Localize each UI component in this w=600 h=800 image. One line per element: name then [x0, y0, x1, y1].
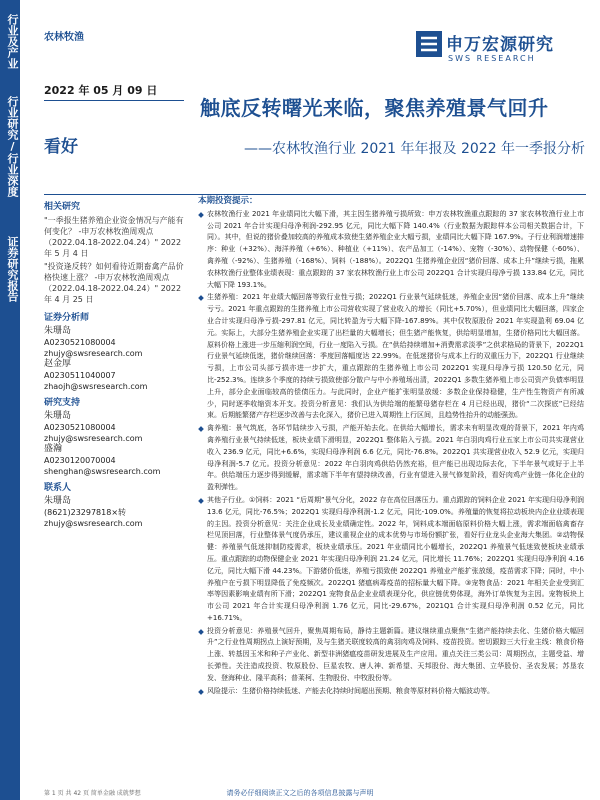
- key-point-item: 农林牧渔行业 2021 年业绩同比大幅下滑，其主因生猪养殖亏损所致：申万农林牧渔重点跟踪的 37 家农林牧渔行业上市公司 2021 年合计实现归母净利润-292.95 亿元，同比大幅下降 140.4%（行业数据为跟踪样本公司相关数据合计，下同）。其中，但说的猪价叠加较高的养殖成本致使生猪养殖企业大幅亏损，业绩同比大幅下降 167.9%。子行业利润增速排序：种业（+32%）、海洋养殖（+6%）、种植业（+11%）、农产品加工（-14%）、宠物（-30%）、动物保健（-60%）、禽养殖（-92%）、生猪养殖（-168%）、饲料（-188%）。2022Q1 生猪养殖企业因“猪价回落、成本上升”继续亏损，拖累农林牧渔行业整体业绩表现：重点跟踪的 37 家农林牧渔行业上市公司 2022Q1 合计实现归母净亏损 133.84 亿元，同比大幅下降 193.1%。: [198, 209, 584, 292]
- industry-label: 农林牧渔: [44, 32, 84, 43]
- industry-rating: 看好: [44, 137, 78, 157]
- sidebar-label-industry: 行业及产业: [6, 14, 19, 69]
- logo-text-en: SWS RESEARCH: [448, 54, 536, 63]
- company-logo: [416, 28, 586, 68]
- support-name: 盛瀚: [44, 444, 63, 454]
- key-point-item: 生猪养殖：2021 年业绩大幅回落等致行业性亏损；2022Q1 行业景气延续低迷，养殖企业因“猪价回落、成本上升”继续亏亏。2021 年重点跟踪的生猪养殖上市公司营收实现了营业收入的增长（同比+5.70%），但业绩同比大幅回落，四家企业合计实现归母净亏损-297.81 亿元，同比转盈为亏大幅下降-167.89%。其中仅牧原股份 2021 年实现盈利 69.04 亿元。实际上，大部分生猪养殖企业实现了出栏量的大幅增长；但生猪产能恢复，供给明显增加，生猪价格同比大幅回落。原料价格上涨进一步压缩利润空间，行业一度陷入亏损。在“供给持续增加+消费需求淡季”之供求格局的背景下，2022Q1 行业景气延续低迷，猪价继续回落：季度回落幅度达 22.99%。在低迷猪价与成本上行的双重压力下，2022Q1 行业继续亏损，上市公司头部亏损亦进一步扩大，重点跟踪的生猪养殖上市公司 2022Q1 实现归母净亏损 120.50 亿元，同比-252.3%。连续多个季度的持续亏损致使部分散户与中小养殖场出清，2022Q1 多数生猪养殖上市公司资产负债率明显上升，部分企业面临较高的偿债压力。与此同时，企业产能扩张明显放缓：多数企业保持稳健，生产性生物资产有所减少，同时逐季收缩资本开支。投资分析意见：我们认为供给端的能繁母猪存栏在 4 月已经出现，猪价“二次探底”已经结束。后期能繁猪产存栏逐步改善与去化深入，猪价已进入周期性上行区间，且趋势性抬升的动能强劲。: [198, 292, 584, 422]
- contact-email[interactable]: zhujy@swsresearch.com: [44, 519, 143, 528]
- key-point-item: 风险提示：生猪价格持续低迷、产能去化持续时间超出预期、粮食等原材料价格大幅波动等。: [198, 686, 584, 698]
- divider: [44, 194, 586, 195]
- left-info-column: [44, 202, 186, 529]
- key-points-section: [198, 196, 584, 698]
- support-cert: A0230521080004: [44, 423, 116, 432]
- report-subtitle: ——农林牧渔行业 2021 年年报及 2022 年一季报分析: [244, 141, 586, 157]
- footer-page-info: 第 1 页 共 42 页 简单金融 成就梦想: [44, 790, 141, 797]
- related-research-item[interactable]: "一季报生猪养殖企业资金情况与产能有何变化？ -申万农林牧渔周观点（2022.04.18-2022.04.24）" 2022 年 5 月 4 日: [44, 216, 184, 258]
- divider: [44, 100, 184, 101]
- contact-name: 朱珊岛: [44, 496, 72, 506]
- key-points-title: 本期投资提示：: [198, 196, 258, 206]
- related-research-title: 相关研究: [44, 202, 81, 212]
- analyst-email[interactable]: zhaojh@swsresearch.com: [44, 382, 148, 391]
- support-email[interactable]: zhujy@swsresearch.com: [44, 434, 143, 443]
- related-research-item[interactable]: "投资逢反转？如何看待近期畜禽产品价格快速上涨？ -申万农林牧渔周观点（2022.04.18-2022.04.24）" 2022 年 4 月 25 日: [44, 262, 184, 304]
- contact-title: 联系人: [44, 483, 72, 493]
- support-cert: A0230120070004: [44, 456, 116, 465]
- analyst-email[interactable]: zhujy@swsresearch.com: [44, 349, 143, 358]
- analyst-name: 赵金厚: [44, 359, 72, 369]
- analyst-cert: A0230511040007: [44, 371, 116, 380]
- footer-disclaimer: 请务必仔细阅读正文之后的各项信息披露与声明: [226, 789, 374, 797]
- analyst-cert: A0230521080004: [44, 338, 116, 347]
- key-point-item: 其他子行业。①饲料：2021 “后周期”景气分化，2022 存在高位回落压力。重点跟踪的饲料企业 2021 年实现归母净利润 13.6 亿元，同比-76.5%；2022Q1 实现归母净利润-1.2 亿元，同比-109.0%。养殖量的恢复将拉动板块内企业业绩表现的主因。投资分析意见：关注企业成长及业绩确定性。2022 年，饲料成本端面临原料价格大幅上涨，需求端面临禽畜存栏见顶回落，行业整体景气度仍承压，建议重视企业的成本优势与市场份额扩张，看好行业龙头企业海大集团。②动物保健：养殖景气低迷抑制防疫需求，板块业绩承压。2021 年业绩同比小幅增长，2022Q1 养殖景气低迷致使板块业绩承压。重点跟踪的动物保健企业 2021 年实现归母净利润 21.24 亿元，同比增长 11.76%；2022Q1 实现归母净利润 4.16 亿元，同比大幅下滑 44.23%。下游猪价低迷，养殖亏损致使 2022Q1 养殖业产能扩张放缓，疫苗需求下降；同时，中小养殖户在亏损下明显降低了免疫频次。2022Q1 猪瘟病毒疫苗的招标量大幅下降。③宠物食品：2021 年相关企业受到汇率等因素影响业绩有所下滑；2022Q1 宠物食品企业业绩表现分化，供应链优势体现，海外订单恢复为主因。宠物板块上市公司 2021 年合计实现归母净利润 1.76 亿元，同比-29.67%，2021Q1 合计实现归母净利润 0.52 亿元，同比+16.71%。: [198, 495, 584, 625]
- logo-mark-icon: [416, 31, 442, 57]
- analyst-title: 证券分析师: [44, 313, 90, 323]
- support-email[interactable]: shenghan@swsresearch.com: [44, 467, 161, 476]
- sidebar-label-report-type: 证券研究报告: [6, 236, 19, 302]
- research-support-title: 研究支持: [44, 398, 81, 408]
- report-date: 2022 年 05 月 09 日: [44, 84, 158, 97]
- logo-text-cn: 申万宏源研究: [446, 35, 554, 55]
- support-name: 朱珊岛: [44, 411, 72, 421]
- report-title: 触底反转曙光来临，聚焦养殖景气回升: [200, 96, 549, 120]
- analyst-name: 朱珊岛: [44, 326, 72, 336]
- key-point-item: 投资分析意见：养殖景气回升，聚焦周期布局，静待主题新篇。建议继续重点聚焦“生猪产能持续去化、生猪价格大幅回升”之行业性周期拐点上演好预期，及与生猪关联度较高的禽羽肉鸡及饲料、疫苗投资。密切跟踪三大行业主线：粮食价格上涨、转基因玉米和种子产业化、新型非洲猪瘟疫苗研发进展及生产应用。重点关注三类公司：周期拐点，主题受益、增长弹性。关注造成投资、牧原股份、巨星农牧、唐人神、新希望、天邦股份、海大集团、立华股份、圣农发展；苏垦农发、登海种业、隆平高科；普莱柯、生物股份、中牧股份等。: [198, 626, 584, 685]
- key-point-item: 禽养殖：景气筑底，各环节陆续步入亏损，产能开始去化。在供给大幅增长，需求未有明显改观的背景下，2021 年内鸡禽养殖行业景气持续低迷，板块业绩下滑明显，2022Q1 整体陷入亏损。2021 年白羽肉鸡行业五家上市公司共实现营业收入 236.9 亿元，同比+6.6%，实现归母净利润 6.6 亿元，同比-76.8%。2022Q1 共实现营业收入 52.9 亿元，实现归母净利润-5.7 亿元。投资分析意见：2022 年白羽肉鸡供给仍然充裕，但产能已出现边际去化，下半年景气或好于上半年。供给端压力逐步得到缓解，需求端下半年有望持续改善，行业有望进入景气修复阶段，看好肉鸡产业链一体化企业的盈利弹性。: [198, 423, 584, 494]
- contact-phone: (8621)23297818×转: [44, 508, 127, 517]
- sidebar-label-research-type: 行业研究/行业深度: [6, 96, 19, 197]
